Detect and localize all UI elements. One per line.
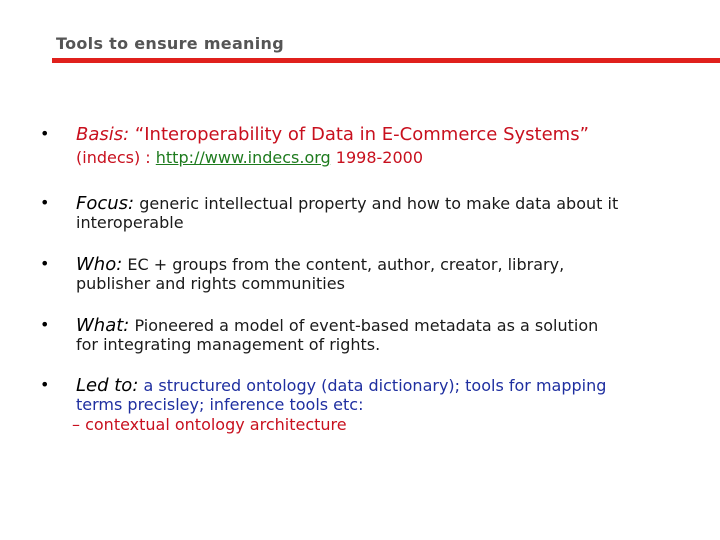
bullet-what-line2: for integrating management of rights.: [76, 335, 381, 354]
bullet-marker: •: [40, 193, 50, 212]
bullet-basis-title: “Interoperability of Data in E-Commerce Systems”: [129, 124, 589, 145]
bullet-label: Focus:: [76, 193, 135, 214]
bullet-who-line2: publisher and rights communities: [76, 274, 345, 293]
bullet-basis-line1: [76, 124, 589, 145]
sub-item-contextual-ontology: – contextual ontology architecture: [72, 415, 347, 434]
indecs-link[interactable]: http://www.indecs.org: [155, 148, 331, 167]
bullet-marker: •: [40, 315, 50, 334]
bullet-marker: •: [40, 124, 50, 143]
bullet-who-text: EC + groups from the content, author, creator, library,: [122, 255, 565, 274]
bullet-led-to-text: a structured ontology (data dictionary); tools for mapping: [138, 376, 607, 395]
bullet-basis-line2: [76, 148, 423, 167]
bullet-marker: •: [40, 375, 50, 394]
bullet-label: Basis:: [76, 124, 130, 145]
bullet-label: Who:: [76, 254, 123, 275]
bullet-basis-prefix: (indecs) :: [76, 148, 156, 167]
bullet-focus-text: generic intellectual property and how to make data about it: [134, 194, 619, 213]
bullet-focus-line2: interoperable: [76, 213, 184, 232]
bullet-label: What:: [76, 315, 130, 336]
bullet-basis-years: 1998-2000: [330, 148, 423, 167]
bullet-led-to-line2: terms precisley; inference tools etc:: [76, 395, 364, 414]
bullet-focus-line1: [76, 193, 618, 214]
bullet-marker: •: [40, 254, 50, 273]
bullet-what-line1: [76, 315, 598, 336]
bullet-who-line1: [76, 254, 564, 275]
title-underline-rule: [52, 58, 720, 63]
bullet-led-to-line1: [76, 375, 606, 396]
bullet-what-text: Pioneered a model of event-based metadata as a solution: [129, 316, 599, 335]
bullet-label: Led to:: [76, 375, 139, 396]
page-title: Tools to ensure meaning: [56, 34, 284, 53]
